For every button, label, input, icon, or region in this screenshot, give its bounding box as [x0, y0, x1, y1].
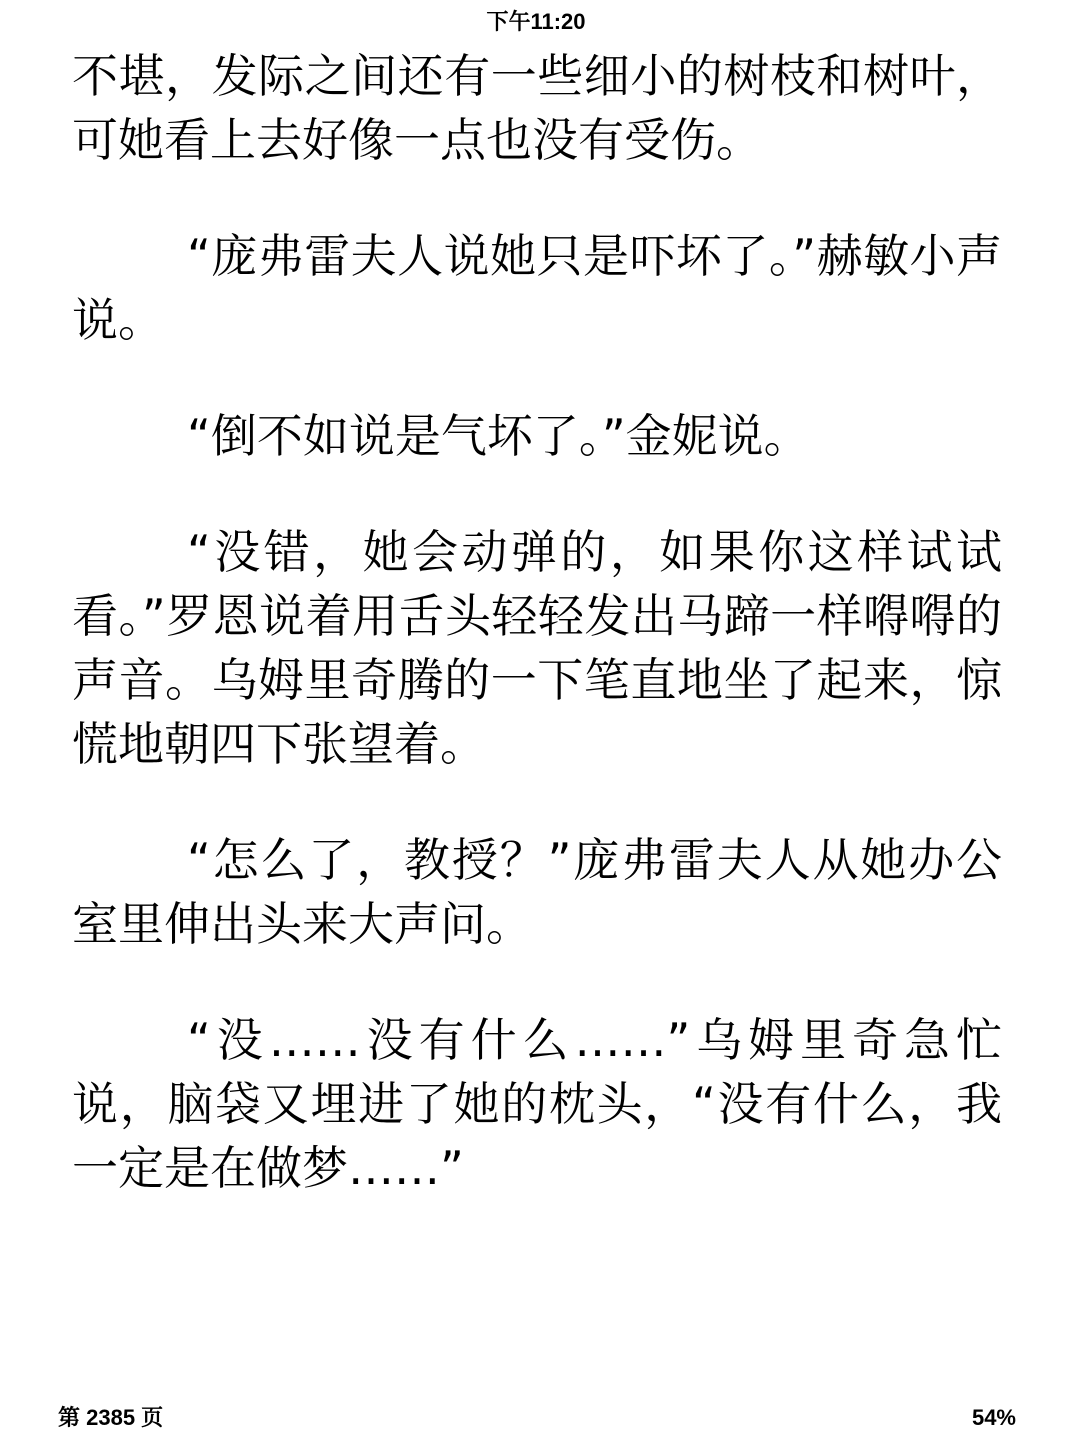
paragraph: “庞弗雷夫人说她只是吓坏了。”赫敏小声说。: [72, 229, 1002, 347]
paragraph: “怎么了，教授？”庞弗雷夫人从她办公室里伸出头来大声问。: [72, 833, 1002, 951]
reading-progress: 54%: [971, 1405, 1016, 1430]
paragraph: “倒不如说是气坏了。”金妮说。: [187, 409, 810, 463]
paragraph: “没错，她会动弹的，如果你这样试试看。”罗恩说着用舌头轻轻发出马蹄一样嘚嘚的声音。乌姆里奇腾的一下笔直地坐了起来，惊慌地朝四下张望着。: [72, 525, 1002, 771]
reading-area[interactable]: [72, 44, 1002, 1252]
status-time: 下午11:20: [486, 9, 586, 34]
paragraph: 不堪，发际之间还有一些细小的树枝和树叶，可她看上去好像一点也没有受伤。: [72, 49, 1002, 167]
paragraph: “没……没有什么……”乌姆里奇急忙说，脑袋又埋进了她的枕头，“没有什么，我一定是在做梦……”: [72, 1013, 1002, 1195]
page-number: 第 2385 页: [58, 1405, 164, 1430]
